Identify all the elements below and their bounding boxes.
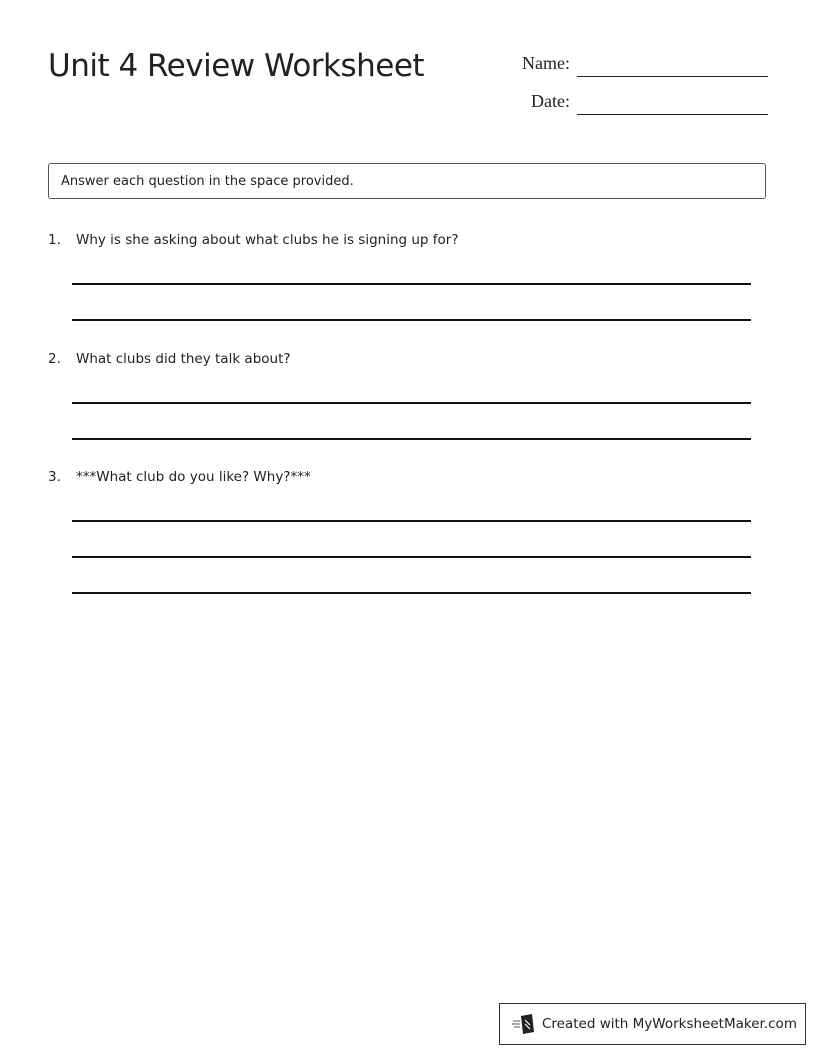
answer-line[interactable] xyxy=(72,520,751,522)
footer-badge[interactable] xyxy=(499,1003,806,1045)
worksheet-logo-icon xyxy=(512,1013,536,1035)
question-text: Why is she asking about what clubs he is signing up for? xyxy=(76,232,459,248)
name-field[interactable] xyxy=(577,76,768,77)
question-number: 2. xyxy=(48,351,61,367)
date-label: Date: xyxy=(531,91,570,111)
question-text: What clubs did they talk about? xyxy=(76,351,291,367)
question-2 xyxy=(48,351,291,367)
answer-line[interactable] xyxy=(72,283,751,285)
question-1 xyxy=(48,232,459,248)
page-title: Unit 4 Review Worksheet xyxy=(48,48,425,84)
question-number: 3. xyxy=(48,469,61,485)
answer-line[interactable] xyxy=(72,319,751,321)
instructions-box: Answer each question in the space provided. xyxy=(48,163,766,199)
footer-text: Created with MyWorksheetMaker.com xyxy=(542,1016,797,1032)
answer-line[interactable] xyxy=(72,592,751,594)
question-3 xyxy=(48,469,311,485)
answer-line[interactable] xyxy=(72,556,751,558)
answer-line[interactable] xyxy=(72,402,751,404)
name-label: Name: xyxy=(522,53,570,73)
date-field[interactable] xyxy=(577,114,768,115)
answer-line[interactable] xyxy=(72,438,751,440)
question-number: 1. xyxy=(48,232,61,248)
question-text: ***What club do you like? Why?*** xyxy=(76,469,311,485)
